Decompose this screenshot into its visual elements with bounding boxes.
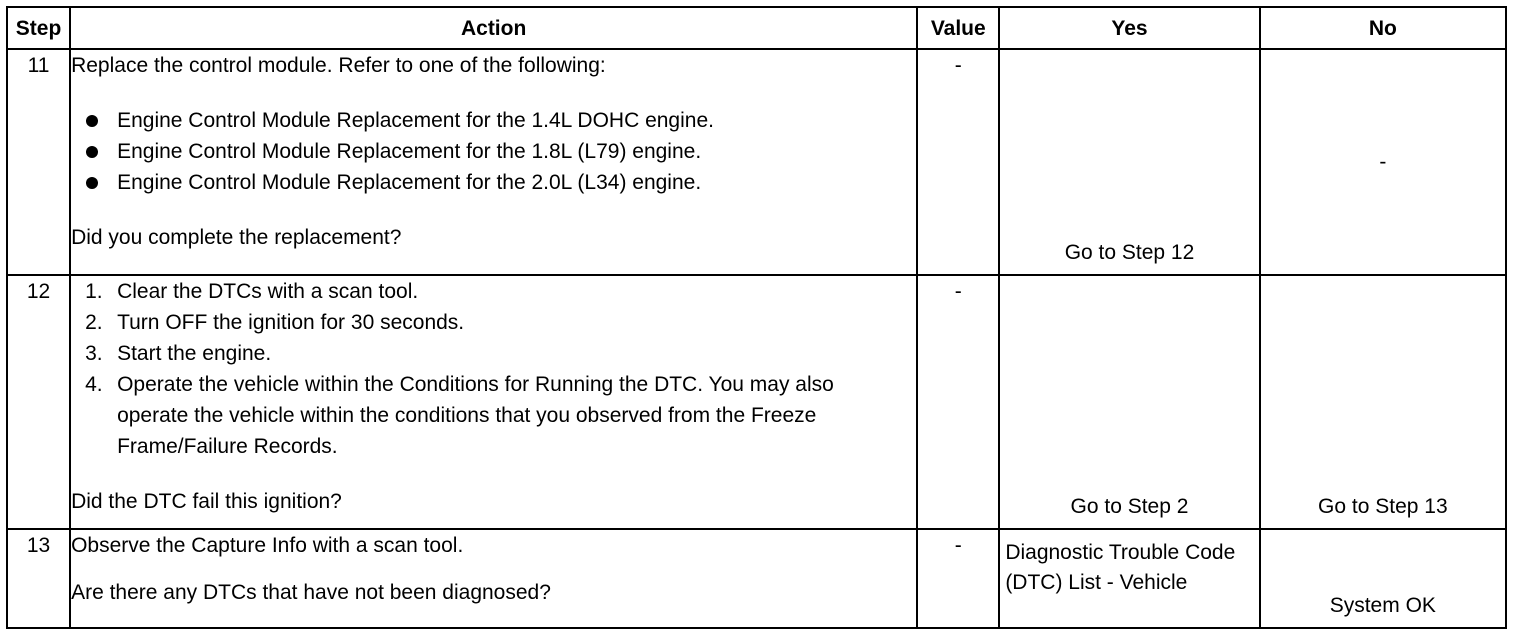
action-cell [70, 275, 917, 529]
action-question: Did you complete the replacement? [71, 226, 402, 249]
list-item: 4. Operate the vehicle within the Conditions for Running the DTC. You may also operate the vehicle within the conditions that you observed from the Freeze Frame/Failure Records. [85, 373, 834, 458]
no-cell [1260, 529, 1506, 628]
yes-cell [999, 49, 1259, 275]
action-question: Did the DTC fail this ignition? [71, 490, 342, 513]
action-intro: Replace the control module. Refer to one of the following: [71, 54, 606, 77]
header-action: Action [70, 7, 917, 49]
diagnostic-table [6, 6, 1507, 629]
table-row-step-12 [7, 275, 1506, 529]
yes-cell [999, 529, 1259, 628]
bullet-list [71, 105, 916, 198]
table-row-step-13 [7, 529, 1506, 628]
step-number: 12 [7, 275, 70, 529]
no-value: - [1379, 150, 1387, 174]
header-value: Value [917, 7, 999, 49]
action-cell [70, 529, 917, 628]
table-row-step-11 [7, 49, 1506, 275]
value-cell: - [917, 275, 999, 529]
yes-link[interactable]: Go to Step 2 [1070, 495, 1189, 518]
list-item: Engine Control Module Replacement for the 2.0L (L34) engine. [71, 167, 916, 198]
list-item: Engine Control Module Replacement for the 1.8L (L79) engine. [71, 136, 916, 167]
action-intro: Observe the Capture Info with a scan tool. [71, 534, 464, 557]
yes-cell [999, 275, 1259, 529]
no-cell [1260, 49, 1506, 275]
header-no: No [1260, 7, 1506, 49]
list-item: 1. Clear the DTCs with a scan tool. [85, 280, 419, 303]
no-link[interactable]: Go to Step 13 [1318, 495, 1448, 518]
header-step: Step [7, 7, 70, 49]
list-item: 2. Turn OFF the ignition for 30 seconds. [85, 311, 465, 334]
bullet-icon [86, 115, 98, 127]
bullet-icon [86, 177, 98, 189]
no-value: System OK [1329, 594, 1436, 617]
action-question: Are there any DTCs that have not been diagnosed? [71, 581, 551, 604]
step-number: 11 [7, 49, 70, 275]
header-row [7, 7, 1506, 49]
yes-link[interactable]: Diagnostic Trouble Code (DTC) List - Vehicle [1005, 541, 1236, 594]
header-yes: Yes [999, 7, 1259, 49]
action-cell [70, 49, 917, 275]
step-number: 13 [7, 529, 70, 628]
yes-link[interactable]: Go to Step 12 [1064, 241, 1195, 264]
list-item: 3. Start the engine. [85, 342, 272, 365]
value-cell: - [917, 529, 999, 628]
numbered-list [71, 276, 916, 462]
no-cell [1260, 275, 1506, 529]
list-item: Engine Control Module Replacement for the 1.4L DOHC engine. [71, 105, 916, 136]
bullet-icon [86, 146, 98, 158]
value-cell: - [917, 49, 999, 275]
